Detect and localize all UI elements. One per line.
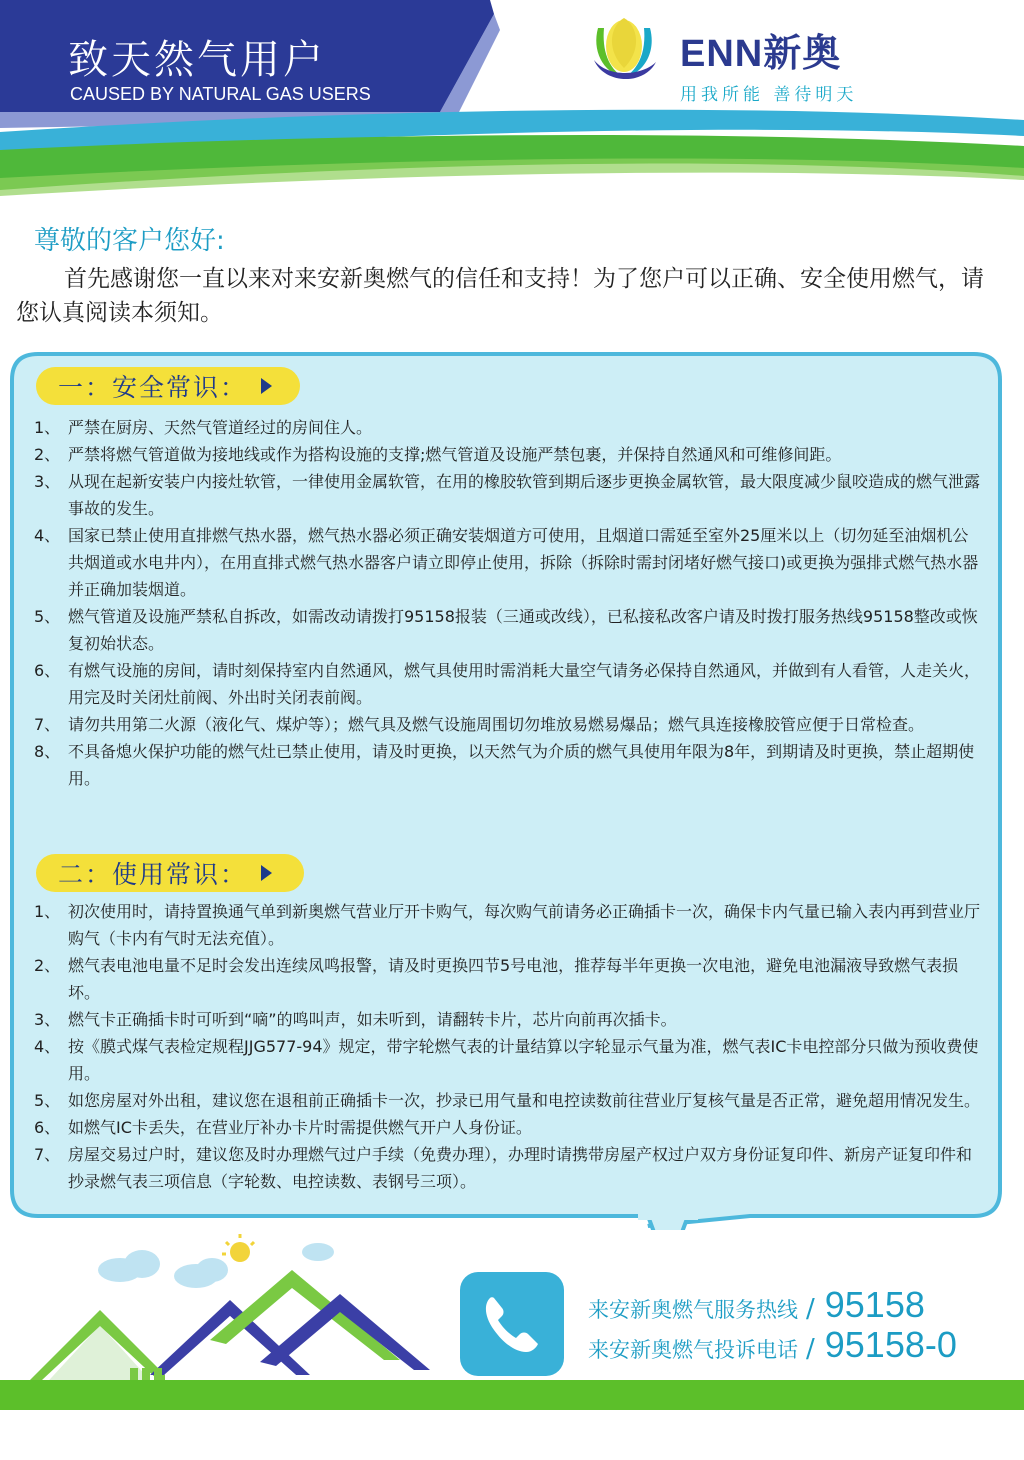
list-item: 6、 如燃气IC卡丢失，在营业厅补办卡片时需提供燃气开户人身份证。	[34, 1118, 532, 1137]
list-item: 5、 燃气管道及设施严禁私自拆改，如需改动请拨打95158报装（三通或改线），已私接私改客户请及时拨打服务热线95158整改或恢复初始状态。	[34, 607, 978, 653]
hotline-number: 95158	[824, 1284, 925, 1325]
list-item: 7、 房屋交易过户时，建议您及时办理燃气过户手续（免费办理），办理时请携带房屋产权过户双方身份证复印件、新房产证复印件和抄录燃气表三项信息（字轮数、电控读数、表钢号三项）。	[34, 1145, 973, 1191]
sun-icon	[222, 1234, 254, 1262]
list-item: 1、 严禁在厨房、天然气管道经过的房间住人。	[34, 418, 373, 437]
list-item: 7、 请勿共用第二火源（液化气、煤炉等）；燃气具及燃气设施周围切勿堆放易燃易爆品；燃气具连接橡胶管应便于日常检查。	[34, 715, 925, 734]
greeting-heading: 尊敬的客户您好:	[34, 226, 225, 256]
list-item: 3、 燃气卡正确插卡时可听到“嘀”的鸣叫声，如未听到，请翻转卡片，芯片向前再次插卡。	[34, 1010, 677, 1029]
brand-slogan: 用我所能 善待明天	[680, 85, 858, 105]
usage-list	[34, 898, 984, 1195]
list-item: 2、 燃气表电池电量不足时会发出连续凤鸣报警，请及时更换四节5号电池，推荐每半年更换一次电池，避免电池漏液导致燃气表损坏。	[34, 956, 959, 1002]
service-hotline: 来安新奥燃气服务热线 / 95158	[588, 1284, 925, 1325]
play-arrow-icon	[261, 378, 272, 394]
list-item: 1、 初次使用时，请持置换通气单到新奥燃气营业厅开卡购气，每次购气前请务必正确插卡一次，确保卡内气量已输入表内再到营业厅购气（卡内有气时无法充值）。	[34, 902, 981, 948]
page-subtitle: CAUSED BY NATURAL GAS USERS	[70, 84, 371, 104]
section-header-usage	[36, 854, 304, 892]
safety-list	[34, 414, 984, 792]
phone-icon	[460, 1272, 564, 1376]
section-title: 二：使用常识：	[58, 860, 248, 889]
list-item: 2、 严禁将燃气管道做为接地线或作为搭构设施的支撑;燃气管道及设施严禁包裹，并保持自然通风和可维修间距。	[34, 445, 842, 464]
list-item: 4、 国家已禁止使用直排燃气热水器，燃气热水器必须正确安装烟道方可使用，且烟道口需延至室外25厘米以上（切勿延至油烟机公共烟道或水电井内），在用直排式燃气热水器客户请立即停止使用，拆除（拆除时需封闭堵好燃气接口)或更换为强排式燃气热水器并正确加装烟道。	[34, 526, 979, 599]
hotline-label: 来安新奥燃气投诉电话	[588, 1338, 798, 1362]
page-title: 致天然气用户	[68, 37, 326, 83]
list-item: 6、 有燃气设施的房间，请时刻保持室内自然通风，燃气具使用时需消耗大量空气请务必保持自然通风，并做到有人看管，人走关火，用完及时关闭灶前阀、外出时关闭表前阀。	[34, 661, 981, 707]
intro-paragraph: 首先感谢您一直以来对来安新奥燃气的信任和支持！为了您户可以正确、安全使用燃气，请您认真阅读本须知。	[16, 266, 984, 326]
play-arrow-icon	[261, 865, 272, 881]
enn-logo-icon	[582, 6, 666, 90]
list-item: 4、 按《膜式煤气表检定规程JJG577-94》规定，带字轮燃气表的计量结算以字轮显示气量为准，燃气表IC卡电控部分只做为预收费使用。	[34, 1037, 979, 1083]
list-item: 8、 不具备熄火保护功能的燃气灶已禁止使用，请及时更换，以天然气为介质的燃气具使用年限为8年，到期请及时更换，禁止超期使用。	[34, 742, 975, 788]
hotline-number: 95158-0	[824, 1324, 957, 1365]
complaint-hotline: 来安新奥燃气投诉电话 / 95158-0	[588, 1324, 957, 1365]
list-item: 5、 如您房屋对外出租，建议您在退租前正确插卡一次，抄录已用气量和电控读数前往营业厅复核气量是否正常，避免超用情况发生。	[34, 1091, 981, 1110]
hotline-label: 来安新奥燃气服务热线	[588, 1298, 798, 1322]
section-header-safety	[36, 367, 300, 405]
section-title: 一：安全常识：	[58, 373, 248, 402]
brand-logo-text: ENN新奥	[680, 33, 842, 75]
list-item: 3、 从现在起新安装户内接灶软管，一律使用金属软管，在用的橡胶软管到期后逐步更换金属软管，最大限度减少鼠咬造成的燃气泄露事故的发生。	[34, 472, 981, 518]
